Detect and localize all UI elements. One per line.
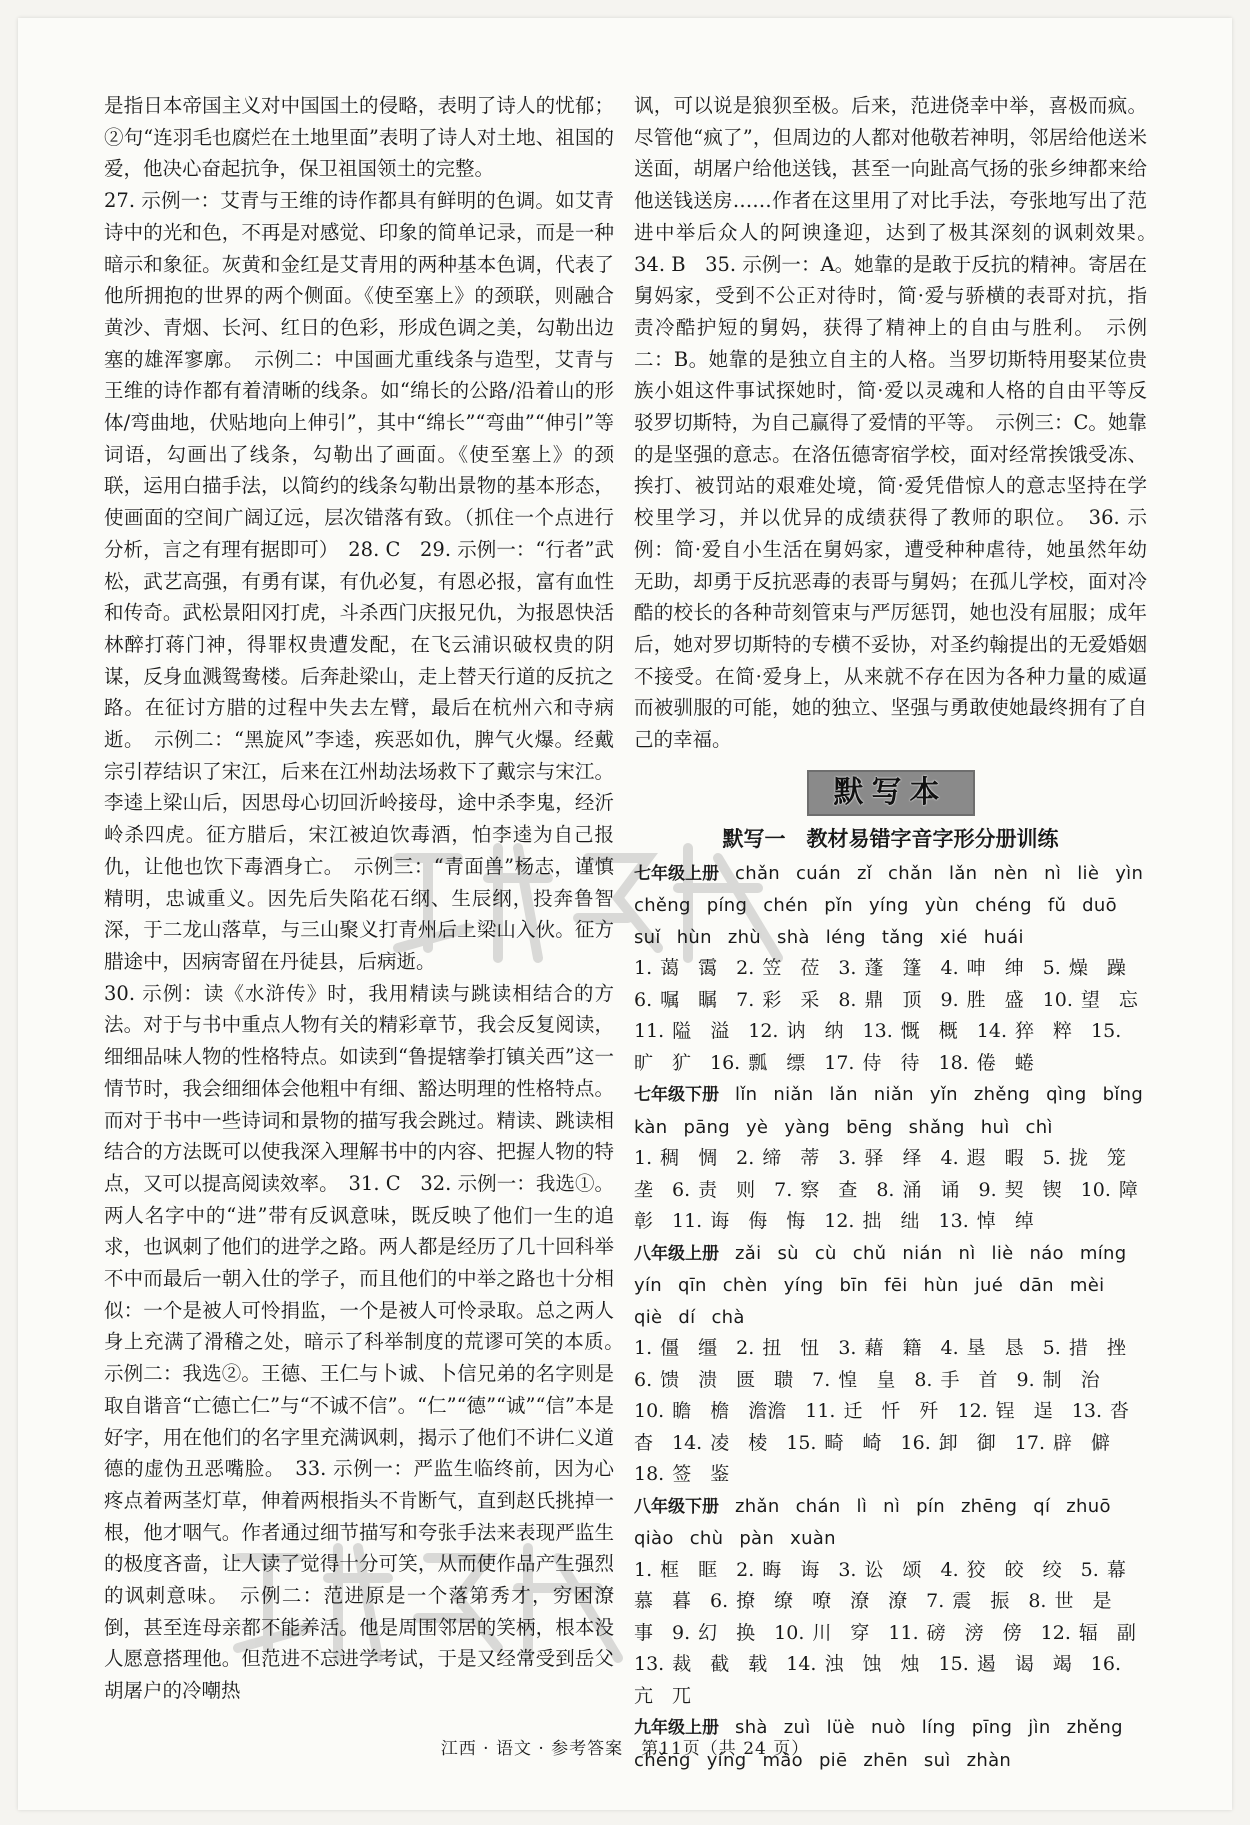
left-column xyxy=(104,90,634,1710)
grade-block xyxy=(634,1079,1157,1238)
grade-block xyxy=(634,1238,1147,1491)
section-banner: 默写本 xyxy=(807,770,975,816)
pinyin-list: lǐn niǎn lǎn niǎn yǐn zhěng qìng bǐng kàn pāng yè yàng bēng shǎng huì chì xyxy=(634,1084,1144,1138)
right-column xyxy=(634,90,1167,1771)
paragraph: 讽，可以说是狼狈至极。后来，范进侥幸中举，喜极而疯。尽管他“疯了”，但周边的人都对他敬若神明，邻居给他送米送面，胡屠户给他送钱，甚至一向趾高气扬的张乡绅都来给他送钱送房……作者在这里用了对比手法，夸张地写出了范进中举后众人的阿谀逢迎，达到了极其深刻的讽刺效果。 34. B 35. 示例一：A。她靠的是敢于反抗的精神。寄居在舅妈家，受到不公正对待时，简·爱与骄横的表哥对抗，指责冷酷护短的舅妈，获得了精神上的自由与胜利。 示例二：B。她靠的是独立自主的人格。当罗切斯特用娶某位贵族小姐这件事试探她时，简·爱以灵魂和人格的自由平等反驳罗切斯特，为自己赢得了爱情的平等。 示例三：C。她靠的是坚强的意志。在洛伍德寄宿学校，面对经常挨饿受冻、挨打、被罚站的艰难处境，简·爱凭借惊人的意志坚持在学校里学习，并以优异的成绩获得了教师的职位。 36. 示例：简·爱自小生活在舅妈家，遭受种种虐待，她虽然年幼无助，却勇于反抗恶毒的表哥与舅妈；在孤儿学校，面对冷酷的校长的各种苛刻管束与严厉惩罚，她也没有屈服；成年后，她对罗切斯特的专横不妥协，对圣约翰提出的无爱婚姻不接受。在简·爱身上，从来就不存在因为各种力量的威逼而被驯服的可能，她的独立、坚强与勇敢使她最终拥有了自己的幸福。 xyxy=(634,94,1167,752)
grade-block xyxy=(634,1491,1155,1713)
character-list: 1. 僵 缰 2. 扭 忸 3. 藉 籍 4. 垦 恳 5. 措 挫 6. 馈 溃 匮 聩 7. 惶 皇 8. 手 首 9. 制 治 10. 瞻 檐 澹澹 11. 迁 忏 歼 12. 锃 逞 13. 沓 杳 14. 凌 棱 15. 畸 崎 16. 卸 御 17. 辟 僻 18. 签 鉴 xyxy=(634,1337,1149,1486)
paragraph: 是指日本帝国主义对中国国土的侵略，表明了诗人的忧郁；②句“连羽毛也腐烂在土地里面”表明了诗人对土地、祖国的爱，他决心奋起抗争，保卫祖国领土的完整。 xyxy=(104,94,614,181)
character-list: 1. 稠 惆 2. 缔 蒂 3. 驿 绎 4. 遐 暇 5. 拢 笼 垄 6. 责 则 7. 察 查 8. 涌 诵 9. 契 锲 10. 障 彰 11. 诲 侮 悔 12. 拙 绌 13. 悼 绰 xyxy=(634,1147,1157,1233)
grade-block xyxy=(634,858,1157,1080)
grade-label: 八年级上册 xyxy=(634,1243,719,1264)
pinyin-list: chǎn cuán zǐ chǎn lǎn nèn nì liè yìn chěng píng chén pǐn yíng yùn chéng fǔ duō suǐ hùn zhù shà léng tǎng xié huái xyxy=(634,862,1144,948)
section-title: 默写一 教材易错字音字形分册训练 xyxy=(722,826,1059,851)
grade-label: 七年级下册 xyxy=(634,1085,719,1106)
pinyin-list: shà zuì lüè nuò líng pīng jìn zhěng chěng yíng mào piē zhēn suì zhàn xyxy=(634,1717,1123,1771)
character-list: 1. 框 眶 2. 晦 诲 3. 讼 颂 4. 狡 皎 绞 5. 幕 慕 暮 6. 撩 缭 嘹 潦 潦 7. 震 振 8. 世 是 事 9. 幻 换 10. 川 穿 11. 磅 滂 傍 12. 辐 副 13. 裁 截 载 14. 浊 蚀 烛 15. 遏 谒 竭 16. 亢 兀 xyxy=(634,1558,1155,1707)
grade-label: 八年级下册 xyxy=(634,1496,719,1517)
pinyin-list: zhǎn chán lì nì pín zhēng qí zhuō qiào chù pàn xuàn xyxy=(634,1495,1111,1550)
grade-label: 七年级上册 xyxy=(634,863,719,884)
pinyin-list: zǎi sù cù chǔ nián nì liè náo míng yín qīn chèn yíng bīn fēi hùn jué dān mèi qiè dí chà xyxy=(634,1242,1127,1328)
page-footer: 江西 · 语文 · 参考答案 第11页（共 24 页） xyxy=(440,1739,810,1759)
character-list: 1. 蔼 霭 2. 笠 莅 3. 蓬 篷 4. 呻 绅 5. 燥 躁 6. 嘱 瞩 7. 彩 采 8. 鼎 顶 9. 胜 盛 10. 望 忘 11. 隘 溢 12. 讷 纳 13. 慨 概 14. 猝 粹 15. 旷 犷 16. 瓢 缥 17. 侍 待 18. 倦 蜷 xyxy=(634,957,1157,1074)
paragraph: 30. 示例：读《水浒传》时，我用精读与跳读相结合的方法。对于与书中重点人物有关的精彩章节，我会反复阅读，细细品味人物的性格特点。如读到“鲁提辖拳打镇关西”这一情节时，我会细细体会他粗中有细、豁达明理的性格特点。而对于书中一些诗词和景物的描写我会跳过。精读、跳读相结合的方法既可以使我深入理解书中的内容、把握人物的特点，又可以提高阅读效率。 31. C 32. 示例一：我选①。两人名字中的“进”带有反讽意味，既反映了他们一生的追求，也讽刺了他们的进学之路。两人都是经历了几十回科举不中而最后一朝入仕的学子，而且他们的中举之路也十分相似：一个是被人可怜捐监，一个是被人可怜录取。总之两人身上充满了滑稽之处，暗示了科举制度的荒谬可笑的本质。 示例二：我选②。王德、王仁与卜诚、卜信兄弟的名字则是取自谐音“亡德亡仁”与“不诚不信”。“仁”“德”“诚”“信”本是好字，用在他们的名字里充满讽刺，揭示了他们不讲仁义道德的虚伪丑恶嘴脸。 33. 示例一：严监生临终前，因为心疼点着两茎灯草，伸着两根指头不肯断气，直到赵氏挑掉一根，他才咽气。作者通过细节描写和夸张手法来表现严监生的极度吝啬，让人读了觉得十分可笑，从而使作品产生强烈的讽刺意味。 示例二：范进原是一个落第秀才，穷困潦倒，甚至连母亲都不能养活。他是周围邻居的笑柄，根本没人愿意搭理他。但范进不忘进学考试，于是又经常受到岳父胡屠户的冷嘲热 xyxy=(104,981,634,1703)
paragraph: 27. 示例一：艾青与王维的诗作都具有鲜明的色调。如艾青诗中的光和色，不再是对感觉、印象的简单记录，而是一种暗示和象征。灰黄和金红是艾青用的两种基本色调，代表了他所拥抱的世界的两个侧面。《使至塞上》的颈联，则融合黄沙、青烟、长河、红日的色彩，形成色调之美，勾勒出边塞的雄浑寥廓。 示例二：中国画尤重线条与造型，艾青与王维的诗作都有着清晰的线条。如“绵长的公路/沿着山的形体/弯曲地，伏贴地向上伸引”，其中“绵长”“弯曲”“伸引”等词语，勾画出了线条，勾勒出了画面。《使至塞上》的颈联，运用白描手法，以简约的线条勾勒出景物的基本形态，使画面的空间广阔辽远，层次错落有致。（抓住一个点进行分析，言之有理有据即可） 28. C 29. 示例一：“行者”武松，武艺高强，有勇有谋，有仇必复，有恩必报，富有血性和传奇。武松景阳冈打虎，斗杀西门庆报兄仇，为报恩快活林醉打蒋门神，得罪权贵遭发配，在飞云浦识破权贵的阴谋，反身血溅鸳鸯楼。后奔赴梁山，走上替天行道的反抗之路。在征讨方腊的过程中失去左臂，最后在杭州六和寺病逝。 示例二：“黑旋风”李逵，疾恶如仇，脾气火爆。经戴宗引荐结识了宋江，后来在江州劫法场救下了戴宗与宋江。李逵上梁山后，因思母心切回沂岭接母，途中杀李鬼，经沂岭杀四虎。征方腊后，宋江被迫饮毒酒，怕李逵为自己报仇，让他也饮下毒酒身亡。 示例三：“青面兽”杨志，谨慎精明，忠诚重义。因先后失陷花石纲、生辰纲，投奔鲁智深，于二龙山落草，与三山聚义打青州后上梁山入伙。征方腊途中，因病寄留在丹徒县，后病逝。 xyxy=(104,189,614,973)
answer-page xyxy=(18,18,1232,1810)
grade-label: 九年级上册 xyxy=(634,1718,719,1739)
